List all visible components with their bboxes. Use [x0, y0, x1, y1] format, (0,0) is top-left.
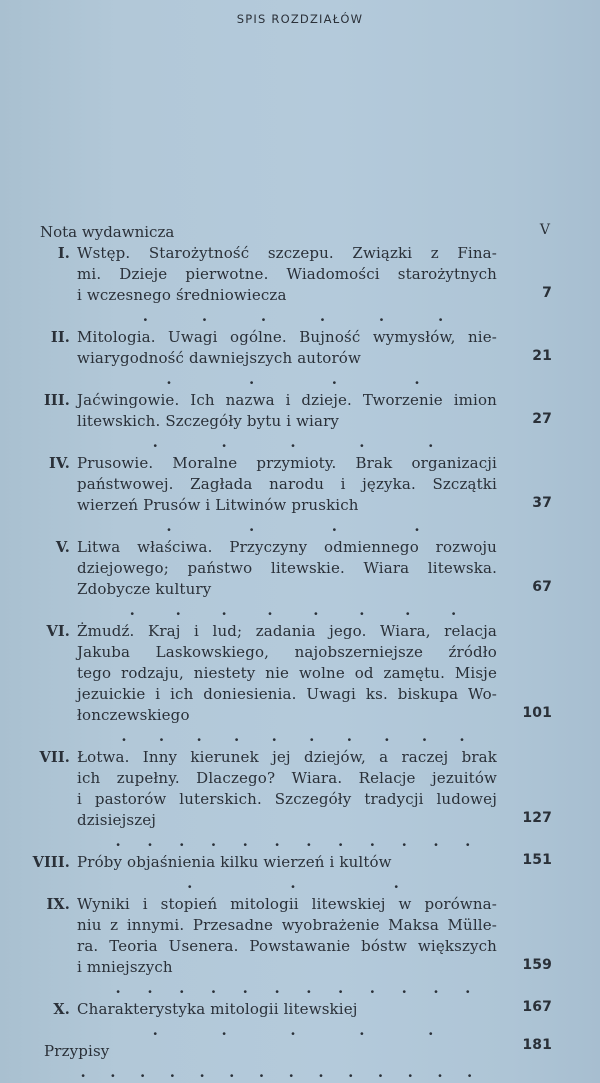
chapter-title	[77, 390, 497, 453]
chapter-title-line: Łotwa. Inny kierunek jej dziejów, a raczej brak	[77, 748, 497, 766]
toc-entry-last-line	[77, 810, 497, 852]
toc-entry-label: Nota wydawnicza	[40, 223, 175, 241]
toc-page-number: 151	[522, 852, 552, 868]
toc-entry-last-line	[77, 348, 497, 390]
toc-entry-text: Zdobycze kultury	[77, 580, 212, 598]
table-of-contents	[0, 222, 600, 1083]
toc-entry-last-line	[77, 957, 497, 999]
chapter-title-line: niu z innymi. Przesadne wyobrażenie Maksa Mülle-	[77, 916, 497, 934]
toc-entry-chapter[interactable]	[0, 243, 600, 327]
chapter-number: V.	[55, 539, 70, 556]
chapter-title-line: mi. Dzieje pierwotne. Wiadomości starożytnych	[77, 265, 497, 283]
chapter-title-line: ra. Teoria Usenera. Powstawanie bóstw większych	[77, 937, 497, 955]
toc-entry-last-line	[77, 579, 497, 621]
toc-entry-last-line	[77, 852, 497, 894]
toc-page-number: V	[539, 222, 550, 238]
leader-dots: . . . . . . . . . . . .	[115, 832, 471, 850]
toc-page-number: 167	[522, 999, 552, 1015]
chapter-title	[77, 747, 497, 852]
toc-page-number: 27	[532, 411, 552, 427]
chapter-number: IV.	[49, 455, 70, 472]
toc-entry-text: litewskich. Szczegóły bytu i wiary	[77, 412, 340, 430]
toc-page-number: 127	[522, 810, 552, 826]
toc-entry-chapter[interactable]	[0, 999, 600, 1041]
toc-entry-text: Próby objaśnienia kilku wierzeń i kultów	[77, 853, 392, 871]
leader-dots: . . . . . . . . . . . . . .	[80, 1063, 473, 1081]
leader-dots: . . . .	[166, 517, 420, 535]
chapter-number: I.	[57, 245, 70, 262]
chapter-title-line: tego rodzaju, niestety nie wolne od zamętu. Misje	[77, 664, 497, 682]
toc-entry-text: łonczewskiego	[77, 706, 190, 724]
toc-entry-chapter[interactable]	[0, 747, 600, 852]
chapter-title	[77, 243, 497, 327]
toc-entry-nota	[0, 222, 600, 243]
chapter-number: VI.	[46, 623, 70, 640]
toc-entry-last-line	[77, 999, 497, 1041]
chapter-title-line: Jaćwingowie. Ich nazwa i dzieje. Tworzenie imion	[77, 391, 497, 409]
chapter-title	[77, 852, 497, 894]
chapter-title-line: Wstęp. Starożytność szczepu. Związki z Fina-	[77, 244, 497, 262]
toc-entry-chapter[interactable]	[0, 537, 600, 621]
leader-dots: . . . . . .	[142, 307, 444, 325]
toc-page-number: 181	[522, 1037, 552, 1053]
toc-entry-text: dzisiejszej	[77, 811, 157, 829]
leader-dots: . . . . . . . .	[129, 601, 457, 619]
chapter-title-line: dziejowego; państwo litewskie. Wiara litewska.	[77, 559, 497, 577]
toc-page-number: 7	[542, 285, 552, 301]
toc-entry-chapter[interactable]	[0, 453, 600, 537]
leader-dots: . . . . .	[152, 1021, 434, 1039]
toc-entry-text: i wczesnego średniowiecza	[77, 286, 287, 304]
chapter-title-line: Litwa właściwa. Przyczyny odmiennego rozwoju	[77, 538, 497, 556]
toc-entry-last-line	[77, 495, 497, 537]
chapter-title-line: jezuickie i ich doniesienia. Uwagi ks. biskupa Wo-	[77, 685, 497, 703]
toc-entry-last-line	[77, 705, 497, 747]
chapter-number: VII.	[39, 749, 70, 766]
chapter-number: X.	[53, 1001, 70, 1018]
chapter-number: IX.	[46, 896, 70, 913]
leader-dots: . . . .	[166, 370, 420, 388]
toc-entry-chapter[interactable]	[0, 852, 600, 894]
toc-entry-chapter[interactable]	[0, 894, 600, 999]
chapter-title-line: ich zupełny. Dlaczego? Wiara. Relacje jezuitów	[77, 769, 497, 787]
toc-entry-last-line	[77, 411, 497, 453]
chapter-title	[77, 453, 497, 537]
leader-dots: . . . . .	[152, 433, 434, 451]
chapter-title-line: państwowej. Zagłada narodu i języka. Szczątki	[77, 475, 497, 493]
chapter-title-line: Mitologia. Uwagi ogólne. Bujność wymysłów, nie-	[77, 328, 497, 346]
leader-dots: . . . . . . . . . . . .	[115, 979, 471, 997]
chapter-number: II.	[50, 329, 70, 346]
chapter-title	[77, 537, 497, 621]
chapter-list	[0, 243, 600, 1041]
toc-page-number: 67	[532, 579, 552, 595]
chapter-title-line: Jakuba Laskowskiego, najobszerniejsze źródło	[77, 643, 497, 661]
chapter-title	[77, 621, 497, 747]
chapter-number: VIII.	[32, 854, 70, 871]
leader-dots: . . .	[187, 874, 399, 892]
toc-entry-chapter[interactable]	[0, 327, 600, 390]
toc-entry-text: i mniejszych	[77, 958, 173, 976]
chapter-title	[77, 327, 497, 390]
toc-page-number: 159	[522, 957, 552, 973]
chapter-title	[77, 999, 497, 1041]
leader-dots: . . . . . . . . . .	[121, 727, 465, 745]
toc-entry-przypisy[interactable]	[0, 1037, 600, 1083]
chapter-number: III.	[44, 392, 70, 409]
chapter-title-line: Prusowie. Moralne przymioty. Brak organizacji	[77, 454, 497, 472]
toc-entry-last-line	[77, 285, 497, 327]
toc-entry-text: wiarygodność dawniejszych autorów	[77, 349, 361, 367]
toc-entry-text: Przypisy	[44, 1042, 110, 1060]
toc-entry-last-line	[44, 1041, 497, 1083]
przypisy-title	[44, 1041, 497, 1083]
toc-entry-chapter[interactable]	[0, 621, 600, 747]
page-title: SPIS ROZDZIAŁÓW	[236, 12, 364, 26]
chapter-title-line: i pastorów luterskich. Szczegóły tradycji ludowej	[77, 790, 497, 808]
toc-page-number: 37	[532, 495, 552, 511]
toc-entry-text: Charakterystyka mitologii litewskiej	[77, 1000, 358, 1018]
toc-page-number: 21	[532, 348, 552, 364]
chapter-title	[77, 894, 497, 999]
toc-entry-chapter[interactable]	[0, 390, 600, 453]
toc-page-number: 101	[522, 705, 552, 721]
chapter-title-line: Wyniki i stopień mitologii litewskiej w porówna-	[77, 895, 497, 913]
chapter-title-line: Żmudź. Kraj i lud; zadania jego. Wiara, relacja	[77, 622, 497, 640]
toc-entry-text: wierzeń Prusów i Litwinów pruskich	[77, 496, 359, 514]
